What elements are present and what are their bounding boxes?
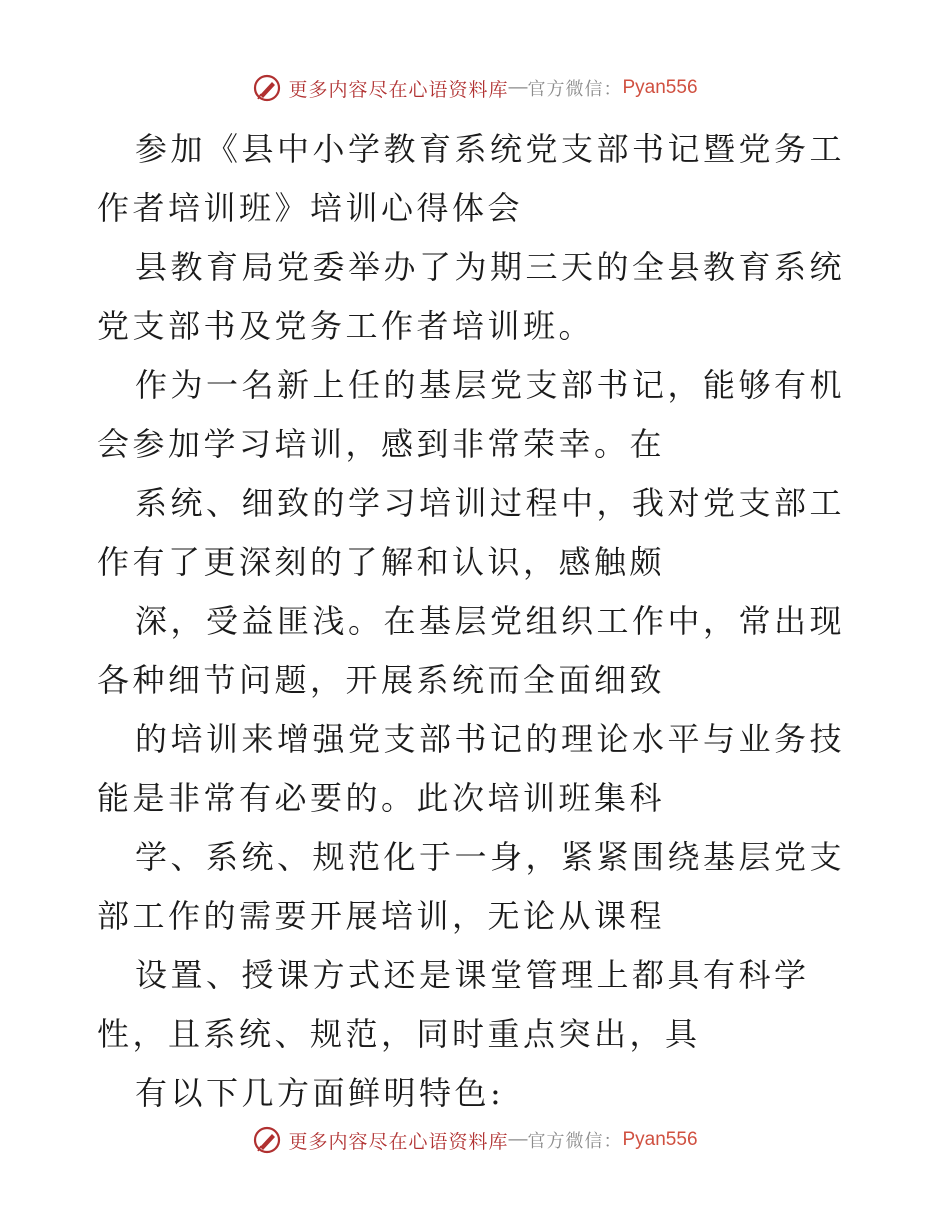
quill-pen-logo-icon: [252, 73, 282, 103]
document-title: 参加《县中小学教育系统党支部书记暨党务工作者培训班》培训心得体会: [97, 130, 846, 227]
banner-wechat-id: Pyan556: [622, 1129, 698, 1150]
paragraph: 学、系统、规范化于一身，紧紧围绕基层党支部工作的需要开展培训，无论从课程: [97, 838, 846, 935]
paragraph: 县教育局党委举办了为期三天的全县教育系统党支部书及党务工作者培训班。: [97, 248, 846, 345]
quill-pen-logo-icon: [252, 1125, 282, 1155]
banner-dash: —: [508, 1129, 528, 1150]
banner-dash: —: [508, 77, 528, 98]
paragraph: 作为一名新上任的基层党支部书记，能够有机会参加学习培训，感到非常荣幸。在: [97, 366, 846, 463]
document-body: [97, 120, 857, 1123]
paragraph: 深，受益匪浅。在基层党组织工作中，常出现各种细节问题，开展系统而全面细致: [97, 602, 846, 699]
header-watermark-banner: [0, 68, 950, 108]
paragraph: 设置、授课方式还是课堂管理上都具有科学性，且系统、规范，同时重点突出，具: [97, 956, 810, 1053]
banner-brand-text: 更多内容尽在心语资料库: [288, 1130, 509, 1153]
paragraph: 系统、细致的学习培训过程中，我对党支部工作有了更深刻的了解和认识，感触颇: [97, 484, 846, 581]
banner-brand-text: 更多内容尽在心语资料库: [288, 78, 509, 101]
footer-watermark-banner: [0, 1120, 950, 1160]
banner-wechat-id: Pyan556: [622, 77, 698, 98]
paragraph: 的培训来增强党支部书记的理论水平与业务技能是非常有必要的。此次培训班集科: [97, 720, 846, 817]
banner-wechat-label: 官方微信：: [527, 79, 623, 100]
banner-wechat-label: 官方微信：: [527, 1131, 623, 1152]
paragraph: 有以下几方面鲜明特色:: [135, 1074, 505, 1112]
